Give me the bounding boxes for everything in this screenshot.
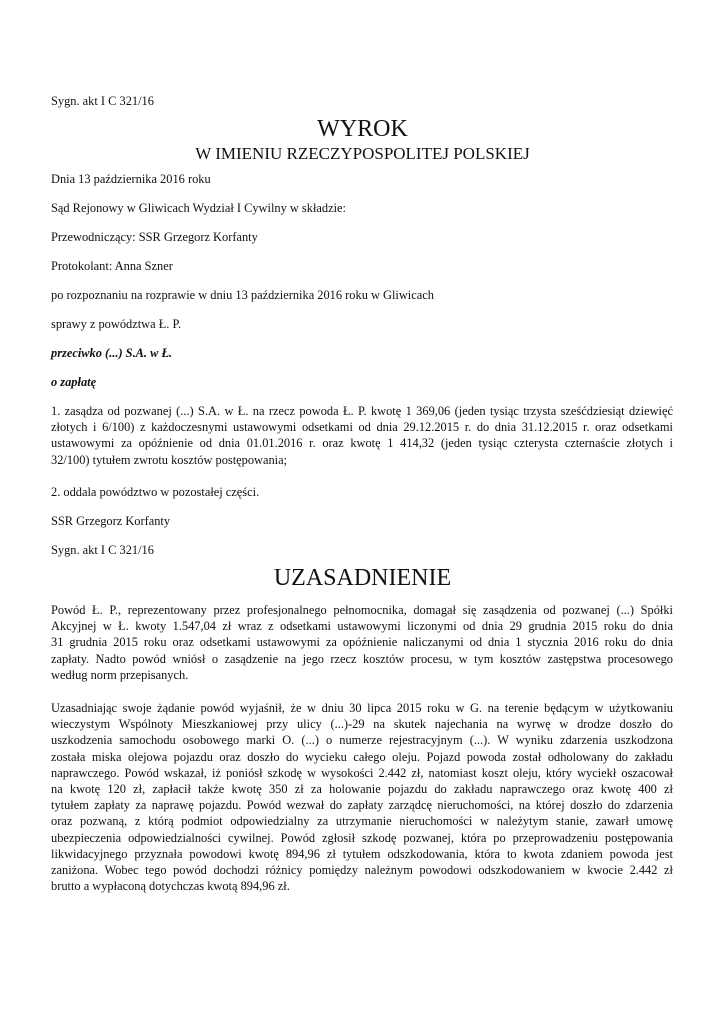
judge-signature: SSR Grzegorz Korfanty	[51, 514, 171, 528]
paragraph-line: zapłaty. Nadto powód wniósł o zasądzenie na jego rzecz kosztów procesu, w tym kosztów zastępstwa procesowego	[51, 651, 673, 666]
paragraph-line: została miska olejowa pojazdu oraz doszło do wycieku całego oleju. Pojazd powoda został odholowany do zakładu	[51, 749, 673, 764]
paragraph-line: oraz pozwaną, z którą podmiot odpowiedzialny za utrzymanie nieruchomości w należytym stanie, zawarł umowę	[51, 814, 673, 829]
case-plaintiff: sprawy z powództwa Ł. P.	[51, 317, 182, 331]
verdict-title: WYROK	[317, 116, 408, 142]
paragraph-line: Powód Ł. P., reprezentowany przez profesjonalnego pełnomocnika, domagał się zasądzenia od pozwanej (...) Spółki	[51, 603, 673, 617]
ruling-point-1-line: 32/100) tytułem zwrotu kosztów postępowania;	[51, 452, 288, 467]
case-signature-top: Sygn. akt I C 321/16	[51, 94, 154, 108]
paragraph-line: tytułem zapłaty za naprawę pojazdu. Powód wezwał do zapłaty zarządcę nieruchomości, na której doszło do zdarzenia	[51, 798, 673, 813]
justification-paragraph-1	[51, 602, 673, 683]
paragraph-line: likwidacyjnego przyznała powodowi kwotę 894,96 zł tytułem odszkodowania, która to kwota zdaniem powoda jest	[51, 846, 673, 861]
ruling-point-2: 2. oddala powództwo w pozostałej części.	[51, 485, 260, 499]
ruling-point-1-line: złotych i 6/100) z każdoczesnymi ustawowymi odsetkami od dnia 29.12.2015 r. do dnia 31.12.2015 r. oraz odsetkami	[51, 420, 673, 435]
ruling-point-1	[51, 403, 673, 468]
case-signature-mid: Sygn. akt I C 321/16	[51, 543, 154, 557]
paragraph-line: na kwotę 120 zł, zapłacił także kwotę 350 zł za holowanie pojazdu do zakładu naprawczego oraz kwotę 400 zł	[51, 782, 673, 797]
paragraph-line: zaniżona. Wobec tego powód dochodzi różnicy pomiędzy należnym powodowi odszkodowaniem w kwocie 2.442 zł	[51, 863, 673, 878]
justification-title: UZASADNIENIE	[273, 565, 452, 591]
paragraph-line: brutto a wypłaconą dotychczas kwotą 894,96 zł.	[51, 879, 290, 894]
paragraph-line: Akcyjnej w Ł. kwoty 1.547,04 zł wraz z odsetkami ustawowymi liczonymi od dnia 29 grudnia 2015 roku do dnia	[51, 619, 673, 634]
paragraph-line: według norm przepisanych.	[51, 667, 189, 682]
paragraph-line: wieczystym Wspólnoty Mieszkaniowej przy ulicy (...)-29 na skutek najechania na wyrwę w drodze doszło do	[51, 717, 673, 732]
court-clerk: Protokolant: Anna Szner	[51, 259, 173, 273]
paragraph-line: naprawczego. Powód wskazał, iż poniósł szkodę w wysokości 2.442 zł, natomiast koszt oleju, który wyciekł oszacował	[51, 765, 673, 780]
paragraph-line: 31 grudnia 2015 roku oraz odsetkami ustawowymi za opóźnienie naliczanymi od dnia 1 stycznia 2016 roku do dnia	[51, 635, 673, 650]
presiding-judge: Przewodniczący: SSR Grzegorz Korfanty	[51, 230, 258, 244]
paragraph-line: ubezpieczenia odpowiedzialności cywilnej. Powód zgłosił szkodę pozwanej, która po przeprowadzeniu postępowania	[51, 830, 673, 845]
verdict-subtitle: W IMIENIU RZECZYPOSPOLITEJ POLSKIEJ	[195, 144, 530, 163]
case-defendant: przeciwko (...) S.A. w Ł.	[51, 346, 173, 360]
ruling-point-1-line: 1. zasądza od pozwanej (...) S.A. w Ł. na rzecz powoda Ł. P. kwotę 1 369,06 (jeden tysiąc trzysta sześćdziesiąt dziewięć	[51, 404, 673, 418]
paragraph-line: Uzasadniając swoje żądanie powód wyjaśnił, że w dniu 30 lipca 2015 roku w G. na terenie będącym w użytkowaniu	[51, 701, 673, 715]
justification-paragraph-2	[51, 700, 673, 894]
verdict-date: Dnia 13 października 2016 roku	[51, 172, 211, 186]
case-subject: o zapłatę	[51, 375, 97, 389]
hearing-info: po rozpoznaniu na rozprawie w dniu 13 października 2016 roku w Gliwicach	[51, 288, 434, 302]
ruling-point-1-line: ustawowymi za opóźnienie od dnia 01.01.2016 r. oraz kwotę 1 414,32 (jeden tysiąc czterysta czternaście złotych i	[51, 436, 673, 451]
court-name: Sąd Rejonowy w Gliwicach Wydział I Cywilny w składzie:	[51, 201, 346, 215]
paragraph-line: uszkodzenia samochodu osobowego marki O. (...) o numerze rejestracyjnym (...). W wyniku zdarzenia uszkodzona	[51, 733, 673, 748]
